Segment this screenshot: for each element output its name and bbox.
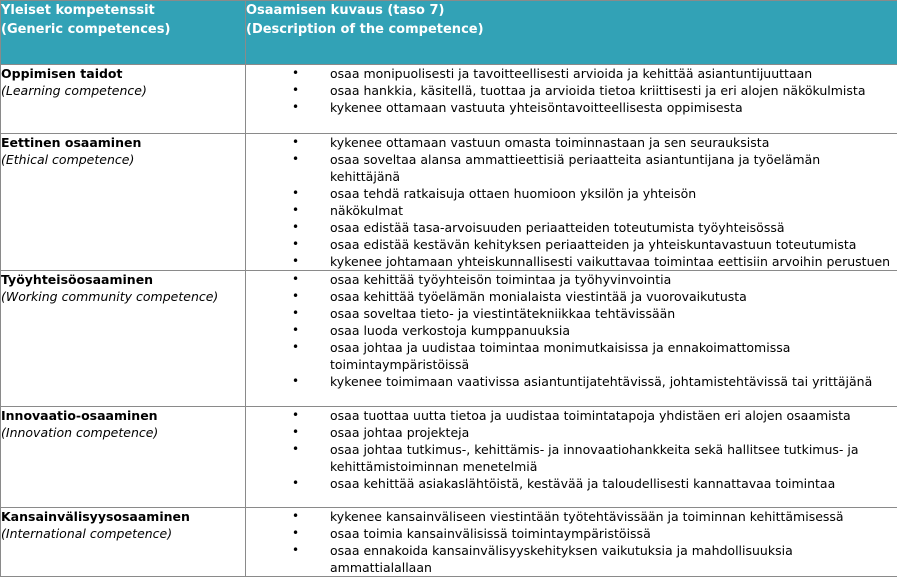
- list-item: [246, 525, 897, 542]
- list-item: [246, 134, 897, 151]
- competence-title-fi: Kansainvälisyysosaaminen: [1, 508, 245, 525]
- competence-title-fi: Työyhteisöosaaminen: [1, 271, 245, 288]
- list-item-text: osaa tuottaa uutta tietoa ja uudistaa toimintatapoja yhdistäen eri alojen osaamista: [330, 408, 851, 423]
- header-col1-line1: Yleiset kompetenssit: [1, 1, 245, 20]
- list-item-text: osaa monipuolisesti ja tavoitteellisesti arvioida ja kehittää asiantuntijuuttaan: [330, 66, 812, 81]
- description-list: [246, 134, 897, 270]
- bullet-icon: •: [292, 508, 299, 525]
- header-description: [246, 1, 897, 65]
- table-row: [1, 271, 897, 407]
- list-item-text: osaa soveltaa tieto- ja viestintätekniikkaa tehtävissään: [330, 306, 675, 321]
- competence-label-cell: [1, 271, 246, 407]
- description-list: [246, 271, 897, 390]
- list-item: [246, 424, 897, 441]
- bullet-icon: •: [292, 219, 299, 236]
- bullet-icon: •: [292, 475, 299, 492]
- list-item: [246, 508, 897, 525]
- description-list: [246, 407, 897, 492]
- bullet-icon: •: [292, 99, 299, 116]
- competence-label-cell: [1, 508, 246, 577]
- list-item-text: osaa toimia kansainvälisissä toimintaympäristöissä: [330, 526, 651, 541]
- bullet-icon: •: [292, 373, 299, 390]
- table-row: [1, 65, 897, 134]
- bullet-icon: •: [292, 185, 299, 202]
- competence-title-en: (Learning competence): [1, 82, 245, 99]
- list-item-text: osaa johtaa tutkimus-, kehittämis- ja innovaatiohankkeita sekä hallitsee tutkimus- ja kehittämistoiminnan menetelmiä: [330, 442, 859, 474]
- list-item-text: osaa johtaa projekteja: [330, 425, 469, 440]
- list-item-text: osaa soveltaa alansa ammattieettisiä periaatteita asiantuntijana ja työelämän kehittäjänä: [330, 152, 820, 184]
- list-item-text: osaa hankkia, käsitellä, tuottaa ja arvioida tietoa kriittisesti ja eri alojen näkökulmista: [330, 83, 865, 98]
- list-item: [246, 65, 897, 82]
- bullet-icon: •: [292, 339, 299, 356]
- list-item-text: osaa kehittää työyhteisön toimintaa ja työhyvinvointia: [330, 272, 671, 287]
- competence-title-en: (Working community competence): [1, 288, 245, 305]
- bullet-icon: •: [292, 288, 299, 305]
- list-item: [246, 373, 897, 390]
- competence-description-cell: [246, 271, 897, 407]
- competence-description-cell: [246, 65, 897, 134]
- list-item-text: kykenee ottamaan vastuun omasta toiminnastaan ja sen seurauksista: [330, 135, 769, 150]
- bullet-icon: •: [292, 407, 299, 424]
- list-item: [246, 305, 897, 322]
- list-item: [246, 219, 897, 236]
- competence-title-fi: Eettinen osaaminen: [1, 134, 245, 151]
- list-item: [246, 185, 897, 202]
- list-item: [246, 542, 897, 576]
- list-item-text: osaa edistää tasa-arvoisuuden periaatteiden toteutumista työyhteisössä: [330, 220, 785, 235]
- competence-label-cell: [1, 65, 246, 134]
- bullet-icon: •: [292, 322, 299, 339]
- list-item-text: osaa luoda verkostoja kumppanuuksia: [330, 323, 570, 338]
- list-item: [246, 202, 897, 219]
- list-item-text: osaa ennakoida kansainvälisyyskehityksen vaikutuksia ja mahdollisuuksia ammattialallaan: [330, 543, 793, 575]
- list-item-text: kykenee kansainväliseen viestintään työtehtävissään ja toiminnan kehittämisessä: [330, 509, 844, 524]
- list-item: [246, 339, 897, 373]
- header-generic-competences: [1, 1, 246, 65]
- bullet-icon: •: [292, 542, 299, 559]
- list-item: [246, 441, 897, 475]
- list-item: [246, 99, 897, 116]
- list-item-text: osaa tehdä ratkaisuja ottaen huomioon yksilön ja yhteisön: [330, 186, 696, 201]
- list-item: [246, 288, 897, 305]
- competence-title-en: (Innovation competence): [1, 424, 245, 441]
- list-item-text: osaa kehittää asiakaslähtöistä, kestävää ja taloudellisesti kannattavaa toimintaa: [330, 476, 835, 491]
- bullet-icon: •: [292, 82, 299, 99]
- bullet-icon: •: [292, 65, 299, 82]
- list-item-text: näkökulmat: [330, 203, 403, 218]
- header-col2-line1: Osaamisen kuvaus (taso 7): [246, 1, 897, 20]
- list-item-text: osaa edistää kestävän kehityksen periaatteiden ja yhteiskuntavastuun toteutumista: [330, 237, 856, 252]
- list-item: [246, 271, 897, 288]
- list-item-text: kykenee johtamaan yhteiskunnallisesti vaikuttavaa toimintaa eettisiin arvoihin perustuen: [330, 254, 890, 269]
- list-item: [246, 82, 897, 99]
- bullet-icon: •: [292, 253, 299, 270]
- header-col1-line2: (Generic competences): [1, 20, 245, 39]
- bullet-icon: •: [292, 305, 299, 322]
- list-item: [246, 407, 897, 424]
- list-item: [246, 322, 897, 339]
- bullet-icon: •: [292, 525, 299, 542]
- list-item-text: osaa johtaa ja uudistaa toimintaa monimutkaisissa ja ennakoimattomissa toimintaympäristöissä: [330, 340, 790, 372]
- competence-title-en: (International competence): [1, 525, 245, 542]
- bullet-icon: •: [292, 202, 299, 219]
- table-row: [1, 134, 897, 271]
- bullet-icon: •: [292, 271, 299, 288]
- competence-label-cell: [1, 134, 246, 271]
- bullet-icon: •: [292, 134, 299, 151]
- competence-title-fi: Oppimisen taidot: [1, 65, 245, 82]
- competence-description-cell: [246, 508, 897, 577]
- list-item: [246, 151, 897, 185]
- description-list: [246, 508, 897, 576]
- bullet-icon: •: [292, 151, 299, 168]
- competence-label-cell: [1, 407, 246, 508]
- header-col2-line2: (Description of the competence): [246, 20, 897, 39]
- bullet-icon: •: [292, 424, 299, 441]
- competence-title-en: (Ethical competence): [1, 151, 245, 168]
- list-item-text: kykenee ottamaan vastuuta yhteisöntavoitteellisesta oppimisesta: [330, 100, 743, 115]
- competence-description-cell: [246, 134, 897, 271]
- table-row: [1, 407, 897, 508]
- bullet-icon: •: [292, 441, 299, 458]
- table-row: [1, 508, 897, 577]
- list-item: [246, 253, 897, 270]
- bullet-icon: •: [292, 236, 299, 253]
- competence-title-fi: Innovaatio-osaaminen: [1, 407, 245, 424]
- list-item-text: osaa kehittää työelämän monialaista viestintää ja vuorovaikutusta: [330, 289, 747, 304]
- list-item: [246, 236, 897, 253]
- description-list: [246, 65, 897, 116]
- list-item-text: kykenee toimimaan vaativissa asiantuntijatehtävissä, johtamistehtävissä tai yrittäjänä: [330, 374, 872, 389]
- header-row: [1, 1, 897, 65]
- list-item: [246, 475, 897, 492]
- competence-description-cell: [246, 407, 897, 508]
